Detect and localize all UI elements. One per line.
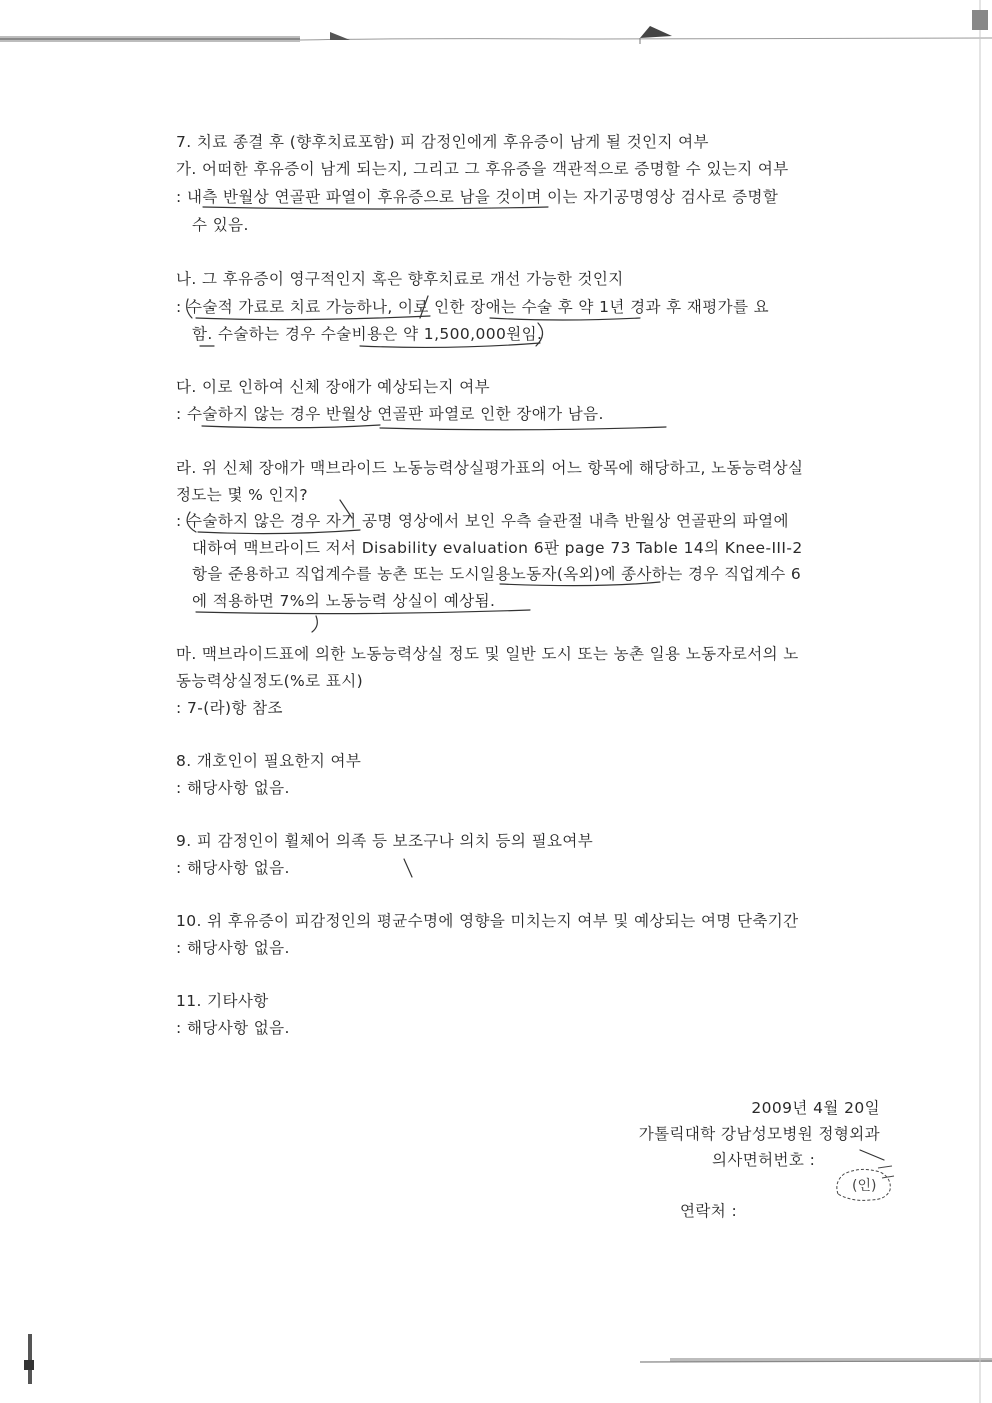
- license-number-label: 의사면허번호 :: [712, 1151, 816, 1169]
- q8-title: 8. 개호인이 필요한지 여부: [176, 752, 362, 770]
- q9-answer: : 해당사항 없음.: [176, 859, 290, 877]
- q7-da-title: 다. 이로 인하여 신체 장애가 예상되는지 여부: [176, 378, 491, 396]
- q7-ga-answer-line2: 수 있음.: [192, 216, 249, 234]
- q7-ma-title-line1: 마. 맥브라이드표에 의한 노동능력상실 정도 및 일반 도시 또는 농촌 일용 노동자로서의 노: [176, 645, 799, 663]
- q10-title: 10. 위 후유증이 피감정인의 평균수명에 영향을 미치는지 여부 및 예상되는 여명 단축기간: [176, 912, 799, 930]
- q7-ma-answer: : 7-(라)항 참조: [176, 699, 283, 717]
- contact-label: 연락처 :: [680, 1202, 738, 1220]
- q7-ra-title-line1: 라. 위 신체 장애가 맥브라이드 노동능력상실평가표의 어느 항목에 해당하고, 노동능력상실: [176, 459, 804, 477]
- q7-ra-answer-line2: 대하여 맥브라이드 저서 Disability evaluation 6판 page 73 Table 14의 Knee-III-2: [192, 539, 803, 557]
- seal-stamp-text: (인): [852, 1178, 877, 1194]
- q7-ra-title-line2: 정도는 몇 % 인지?: [176, 486, 308, 504]
- q9-title: 9. 피 감정인이 휠체어 의족 등 보조구나 의치 등의 필요여부: [176, 832, 594, 850]
- q11-answer: : 해당사항 없음.: [176, 1019, 290, 1037]
- q7-ra-answer-line1: : 수술하지 않은 경우 자기 공명 영상에서 보인 우측 슬관절 내측 반월상 연골판의 파열에: [176, 512, 789, 530]
- signature-institution: 가톨릭대학 강남성모병원 정형외과: [638, 1125, 880, 1143]
- q7-title: 7. 치료 종결 후 (향후치료포함) 피 감정인에게 후유증이 남게 될 것인지 여부: [176, 133, 709, 151]
- q7-ga-answer-line1: : 내측 반월상 연골판 파열이 후유증으로 남을 것이며 이는 자기공명영상 검사로 증명할: [176, 188, 779, 206]
- q7-na-answer-line2: 함. 수술하는 경우 수술비용은 약 1,500,000원임.: [192, 325, 543, 343]
- seal-stamp: [830, 1164, 896, 1204]
- q8-answer: : 해당사항 없음.: [176, 779, 290, 797]
- q7-ga-title: 가. 어떠한 후유증이 남게 되는지, 그리고 그 후유증을 객관적으로 증명할 수 있는지 여부: [176, 160, 789, 178]
- q7-ma-title-line2: 동능력상실정도(%로 표시): [176, 672, 364, 690]
- q11-title: 11. 기타사항: [176, 992, 269, 1010]
- q7-ra-answer-line3: 항을 준용하고 직업계수를 농촌 또는 도시일용노동자(옥외)에 종사하는 경우 직업계수 6: [192, 565, 802, 583]
- q7-na-title: 나. 그 후유증이 영구적인지 혹은 향후치료로 개선 가능한 것인지: [176, 270, 624, 288]
- q7-ra-answer-line4: 에 적용하면 7%의 노동능력 상실이 예상됨.: [192, 592, 496, 610]
- signature-date: 2009년 4월 20일: [751, 1099, 880, 1117]
- q7-na-answer-line1: : 수술적 가료로 치료 가능하나, 이로 인한 장애는 수술 후 약 1년 경과 후 재평가를 요: [176, 298, 770, 316]
- q10-answer: : 해당사항 없음.: [176, 939, 290, 957]
- q7-da-answer: : 수술하지 않는 경우 반월상 연골판 파열로 인한 장애가 남음.: [176, 405, 604, 423]
